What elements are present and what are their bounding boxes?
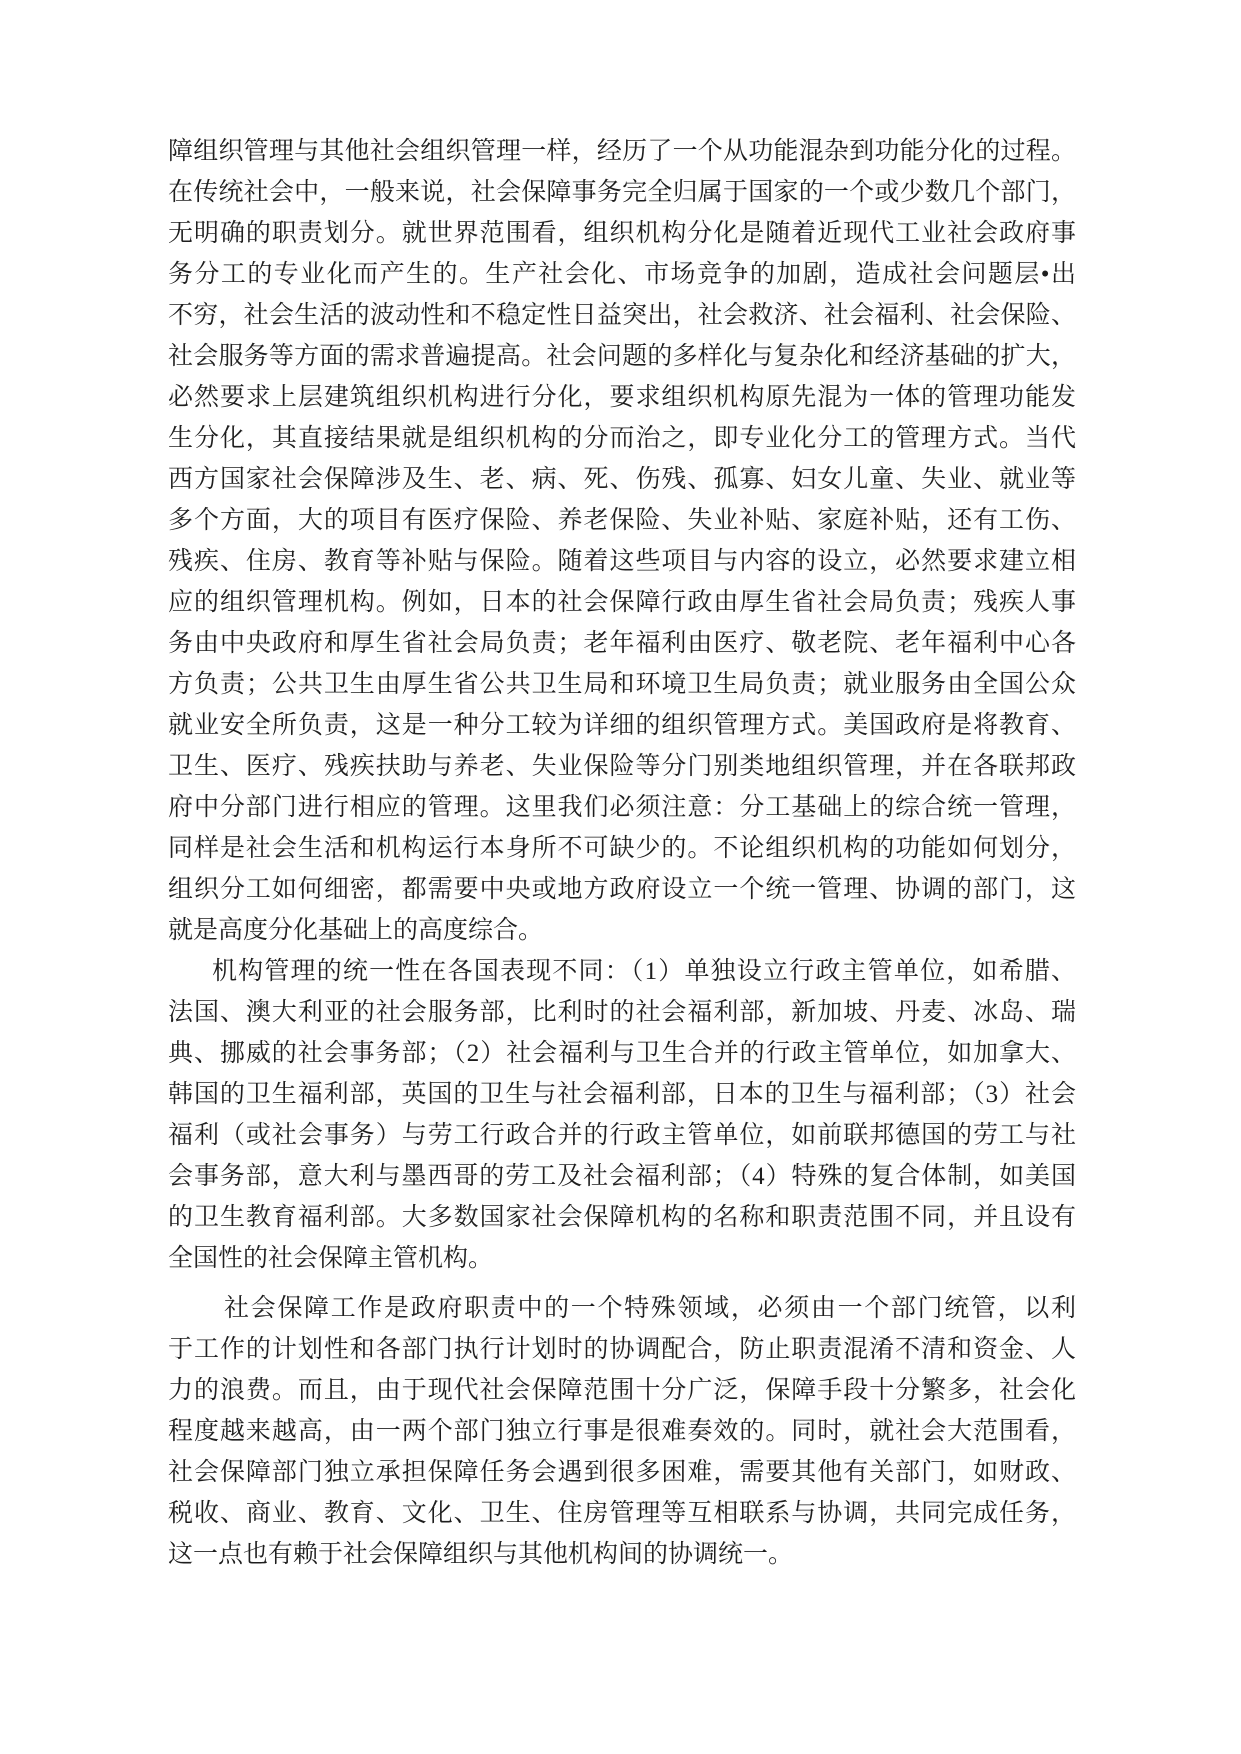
text-line: 卫生、医疗、残疾扶助与养老、失业保险等分门别类地组织管理，并在各联邦政 <box>168 753 1076 780</box>
text-line: 障组织管理与其他社会组织管理一样，经历了一个从功能混杂到功能分化的过程。 <box>168 138 1076 165</box>
text-line: 这一点也有赖于社会保障组织与其他机构间的协调统一。 <box>168 1541 794 1568</box>
text-line: 多个方面，大的项目有医疗保险、养老保险、失业补贴、家庭补贴，还有工伤、 <box>168 507 1076 534</box>
text-line: 法国、澳大利亚的社会服务部，比利时的社会福利部，新加坡、丹麦、冰岛、瑞 <box>168 999 1076 1026</box>
text-line: 福利（或社会事务）与劳工行政合并的行政主管单位，如前联邦德国的劳工与社 <box>168 1122 1076 1149</box>
text-line: 就是高度分化基础上的高度综合。 <box>168 917 544 944</box>
text-line: 方负责；公共卫生由厚生省公共卫生局和环境卫生局负责；就业服务由全国公众 <box>168 671 1076 698</box>
text-line: 生分化，其直接结果就是组织机构的分而治之，即专业化分工的管理方式。当代 <box>168 425 1076 452</box>
text-line: 就业安全所负责，这是一种分工较为详细的组织管理方式。美国政府是将教育、 <box>168 712 1076 739</box>
text-line: 同样是社会生活和机构运行本身所不可缺少的。不论组织机构的功能如何划分， <box>168 835 1076 862</box>
text-line: 于工作的计划性和各部门执行计划时的协调配合，防止职责混淆不清和资金、人 <box>168 1336 1076 1363</box>
text-line: 在传统社会中，一般来说，社会保障事务完全归属于国家的一个或少数几个部门， <box>168 179 1076 206</box>
text-line: 社会保障工作是政府职责中的一个特殊领域，必须由一个部门统管，以利 <box>224 1295 1076 1322</box>
text-line: 社会保障部门独立承担保障任务会遇到很多困难，需要其他有关部门，如财政、 <box>168 1459 1076 1486</box>
body-text <box>168 131 1076 1575</box>
text-line: 务分工的专业化而产生的。生产社会化、市场竞争的加剧，造成社会问题层•出 <box>168 261 1076 288</box>
text-line: 西方国家社会保障涉及生、老、病、死、伤残、孤寡、妇女儿童、失业、就业等 <box>168 466 1076 493</box>
text-line: 全国性的社会保障主管机构。 <box>168 1245 494 1272</box>
text-line: 韩国的卫生福利部，英国的卫生与社会福利部，日本的卫生与福利部；（3）社会 <box>168 1081 1076 1108</box>
text-line: 务由中央政府和厚生省社会局负责；老年福利由医疗、敬老院、老年福利中心各 <box>168 630 1076 657</box>
text-line: 组织分工如何细密，都需要中央或地方政府设立一个统一管理、协调的部门，这 <box>168 876 1076 903</box>
text-line: 必然要求上层建筑组织机构进行分化，要求组织机构原先混为一体的管理功能发 <box>168 384 1076 411</box>
text-line: 残疾、住房、教育等补贴与保险。随着这些项目与内容的设立，必然要求建立相 <box>168 548 1076 575</box>
text-line: 的卫生教育福利部。大多数国家社会保障机构的名称和职责范围不同，并且设有 <box>168 1204 1076 1231</box>
text-line: 会事务部，意大利与墨西哥的劳工及社会福利部；（4）特殊的复合体制，如美国 <box>168 1163 1076 1190</box>
text-line: 府中分部门进行相应的管理。这里我们必须注意：分工基础上的综合统一管理， <box>168 794 1076 821</box>
text-line: 税收、商业、教育、文化、卫生、住房管理等互相联系与协调，共同完成任务， <box>168 1500 1076 1527</box>
text-line: 不穷，社会生活的波动性和不稳定性日益突出，社会救济、社会福利、社会保险、 <box>168 302 1076 329</box>
text-line: 无明确的职责划分。就世界范围看，组织机构分化是随着近现代工业社会政府事 <box>168 220 1076 247</box>
text-line: 社会服务等方面的需求普遍提高。社会问题的多样化与复杂化和经济基础的扩大， <box>168 343 1076 370</box>
text-line: 机构管理的统一性在各国表现不同：（1）单独设立行政主管单位，如希腊、 <box>212 958 1076 985</box>
paragraph <box>168 951 1076 1279</box>
paragraph <box>168 131 1076 951</box>
text-line: 典、挪威的社会事务部；（2）社会福利与卫生合并的行政主管单位，如加拿大、 <box>168 1040 1076 1067</box>
text-line: 力的浪费。而且，由于现代社会保障范围十分广泛，保障手段十分繁多，社会化 <box>168 1377 1076 1404</box>
text-line: 应的组织管理机构。例如，日本的社会保障行政由厚生省社会局负责；残疾人事 <box>168 589 1076 616</box>
text-line: 程度越来越高，由一两个部门独立行事是很难奏效的。同时，就社会大范围看， <box>168 1418 1076 1445</box>
paragraph <box>168 1288 1076 1575</box>
